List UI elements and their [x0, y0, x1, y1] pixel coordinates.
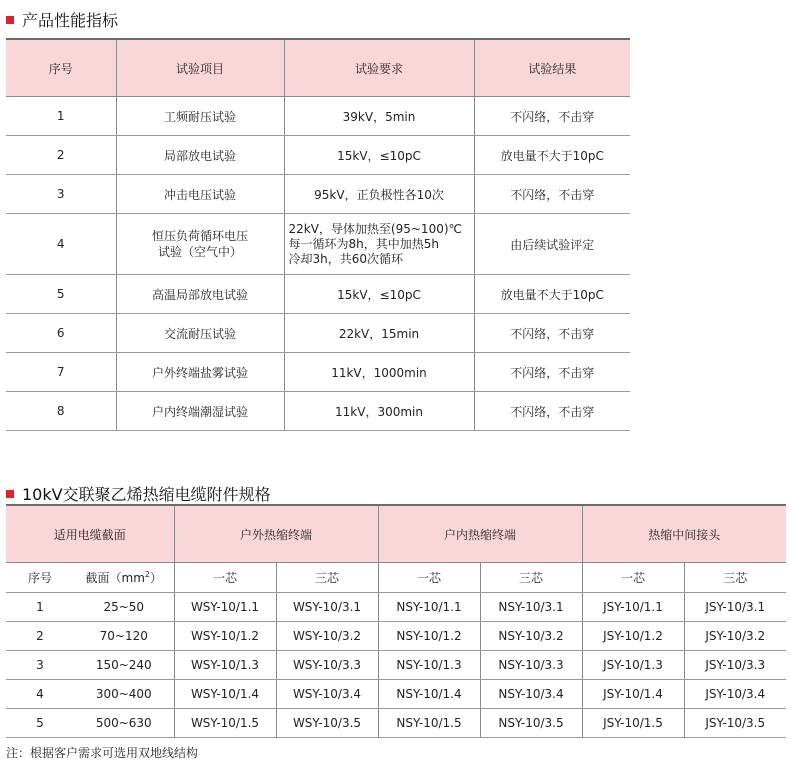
row-outdoor-3: WSY-10/3.5 — [276, 709, 378, 738]
table-row — [6, 353, 630, 392]
row-requirement-line: 22kV，导体加热至(95~100)℃ — [288, 221, 462, 236]
sub-header-section — [74, 563, 174, 593]
row-indoor-3: NSY-10/3.5 — [480, 709, 582, 738]
row-no: 5 — [6, 709, 74, 738]
row-joint-3: JSY-10/3.1 — [684, 593, 786, 622]
row-item — [116, 214, 284, 275]
row-outdoor-1: WSY-10/1.1 — [174, 593, 276, 622]
header-indoor-termination: 户内热缩终端 — [378, 505, 582, 563]
sub-header-no: 序号 — [6, 563, 74, 593]
table-row — [6, 314, 630, 353]
sub-header-three-core: 三芯 — [480, 563, 582, 593]
row-no: 4 — [6, 680, 74, 709]
row-section: 500~630 — [74, 709, 174, 738]
row-joint-1: JSY-10/1.5 — [582, 709, 684, 738]
row-section: 70~120 — [74, 622, 174, 651]
header-item: 试验项目 — [116, 39, 284, 97]
row-item: 高温局部放电试验 — [116, 275, 284, 314]
row-result: 放电量不大于10pC — [474, 275, 630, 314]
row-item-line: 恒压负荷循环电压 — [151, 229, 248, 243]
row-outdoor-1: WSY-10/1.4 — [174, 680, 276, 709]
row-no: 4 — [6, 214, 116, 275]
header-joint: 热缩中间接头 — [582, 505, 786, 563]
row-item: 交流耐压试验 — [116, 314, 284, 353]
row-joint-3: JSY-10/3.5 — [684, 709, 786, 738]
row-no: 5 — [6, 275, 116, 314]
row-no: 7 — [6, 353, 116, 392]
row-no: 2 — [6, 622, 74, 651]
row-no: 1 — [6, 593, 74, 622]
row-result: 不闪络，不击穿 — [474, 97, 630, 136]
sub-header-section-prefix: 截面（mm — [85, 571, 145, 585]
row-item-line: 试验（空气中） — [157, 245, 242, 259]
row-item: 冲击电压试验 — [116, 175, 284, 214]
table-row — [6, 392, 630, 431]
table-row — [6, 709, 786, 738]
table-row — [6, 680, 786, 709]
row-indoor-1: NSY-10/1.3 — [378, 651, 480, 680]
row-requirement — [284, 214, 474, 275]
footnote: 注：根据客户需求可选用双地线结构 — [6, 746, 199, 760]
row-outdoor-1: WSY-10/1.3 — [174, 651, 276, 680]
row-no: 1 — [6, 97, 116, 136]
sub-header-three-core: 三芯 — [684, 563, 786, 593]
row-requirement: 39kV，5min — [284, 97, 474, 136]
row-section: 150~240 — [74, 651, 174, 680]
row-item: 局部放电试验 — [116, 136, 284, 175]
row-outdoor-3: WSY-10/3.2 — [276, 622, 378, 651]
sub-header-one-core: 一芯 — [582, 563, 684, 593]
row-joint-1: JSY-10/1.3 — [582, 651, 684, 680]
table-header-row — [6, 39, 630, 97]
row-indoor-3: NSY-10/3.4 — [480, 680, 582, 709]
sub-header-three-core: 三芯 — [276, 563, 378, 593]
table-row — [6, 97, 630, 136]
table-row — [6, 214, 630, 275]
row-item: 户外终端盐雾试验 — [116, 353, 284, 392]
row-section: 25~50 — [74, 593, 174, 622]
header-result: 试验结果 — [474, 39, 630, 97]
section-title-performance — [0, 8, 118, 31]
row-outdoor-3: WSY-10/3.4 — [276, 680, 378, 709]
row-requirement: 15kV，≤10pC — [284, 275, 474, 314]
row-joint-1: JSY-10/1.1 — [582, 593, 684, 622]
row-result: 不闪络，不击穿 — [474, 353, 630, 392]
header-outdoor-termination: 户外热缩终端 — [174, 505, 378, 563]
table-row — [6, 275, 630, 314]
row-no: 2 — [6, 136, 116, 175]
row-no: 8 — [6, 392, 116, 431]
row-no: 6 — [6, 314, 116, 353]
row-indoor-3: NSY-10/3.2 — [480, 622, 582, 651]
section-title-text: 10kV交联聚乙烯热缩电缆附件规格 — [22, 485, 271, 504]
row-joint-3: JSY-10/3.2 — [684, 622, 786, 651]
row-outdoor-3: WSY-10/3.3 — [276, 651, 378, 680]
row-result: 放电量不大于10pC — [474, 136, 630, 175]
row-joint-1: JSY-10/1.2 — [582, 622, 684, 651]
row-section: 300~400 — [74, 680, 174, 709]
row-result: 不闪络，不击穿 — [474, 175, 630, 214]
row-no: 3 — [6, 651, 74, 680]
performance-table — [6, 38, 630, 431]
table-sub-header-row — [6, 563, 786, 593]
row-requirement: 11kV，300min — [284, 392, 474, 431]
sub-header-section-sup: 2 — [144, 570, 150, 579]
table-row — [6, 136, 630, 175]
row-indoor-1: NSY-10/1.2 — [378, 622, 480, 651]
red-square-icon — [6, 16, 14, 24]
row-requirement: 22kV，15min — [284, 314, 474, 353]
row-indoor-1: NSY-10/1.4 — [378, 680, 480, 709]
row-result: 不闪络，不击穿 — [474, 392, 630, 431]
spec-table — [6, 504, 786, 738]
header-no: 序号 — [6, 39, 116, 97]
row-outdoor-1: WSY-10/1.5 — [174, 709, 276, 738]
section-title-spec — [0, 482, 271, 505]
table-row — [6, 593, 786, 622]
row-indoor-3: NSY-10/3.1 — [480, 593, 582, 622]
row-requirement-line: 冷却3h，共60次循环 — [288, 251, 404, 266]
row-no: 3 — [6, 175, 116, 214]
table-row — [6, 175, 630, 214]
section-title-text: 产品性能指标 — [22, 11, 119, 30]
red-square-icon — [6, 490, 14, 498]
row-requirement: 95kV，正负极性各10次 — [284, 175, 474, 214]
row-item: 工频耐压试验 — [116, 97, 284, 136]
row-joint-3: JSY-10/3.3 — [684, 651, 786, 680]
row-requirement: 15kV，≤10pC — [284, 136, 474, 175]
row-outdoor-1: WSY-10/1.2 — [174, 622, 276, 651]
row-requirement-line: 每一循环为8h，其中加热5h — [288, 236, 439, 251]
row-result: 不闪络，不击穿 — [474, 314, 630, 353]
header-cable-section: 适用电缆截面 — [6, 505, 174, 563]
row-outdoor-3: WSY-10/3.1 — [276, 593, 378, 622]
row-item: 户内终端潮湿试验 — [116, 392, 284, 431]
sub-header-one-core: 一芯 — [174, 563, 276, 593]
row-indoor-1: NSY-10/1.5 — [378, 709, 480, 738]
row-requirement: 11kV，1000min — [284, 353, 474, 392]
header-requirement: 试验要求 — [284, 39, 474, 97]
row-result: 由后续试验评定 — [474, 214, 630, 275]
table-row — [6, 622, 786, 651]
table-row — [6, 651, 786, 680]
sub-header-section-suffix: ） — [149, 571, 162, 585]
sub-header-one-core: 一芯 — [378, 563, 480, 593]
row-indoor-1: NSY-10/1.1 — [378, 593, 480, 622]
row-joint-1: JSY-10/1.4 — [582, 680, 684, 709]
row-indoor-3: NSY-10/3.3 — [480, 651, 582, 680]
row-joint-3: JSY-10/3.4 — [684, 680, 786, 709]
table-group-header-row — [6, 505, 786, 563]
